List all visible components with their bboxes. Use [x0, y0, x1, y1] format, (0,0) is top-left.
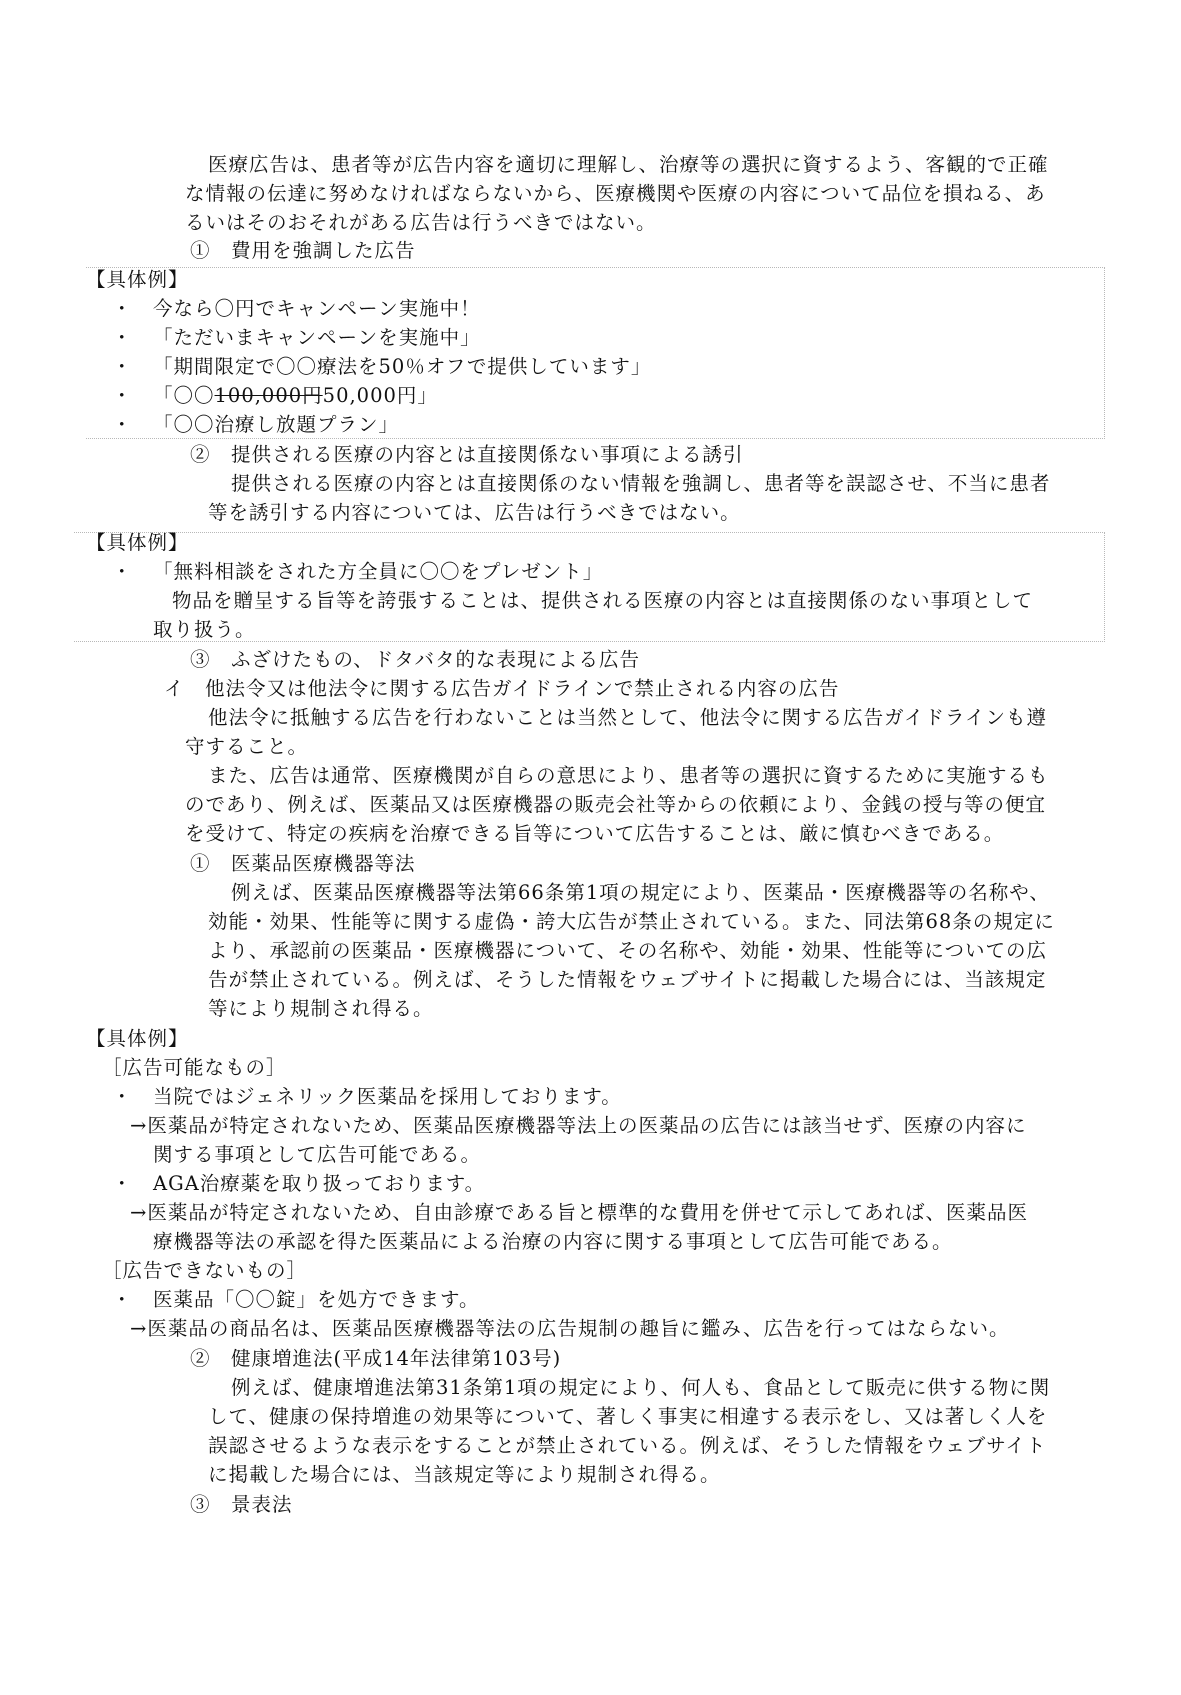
paragraph-line: を受けて、特定の疾病を治療できる旨等について広告することは、厳に慎むべきである。 [185, 822, 1005, 845]
example-item: 「〇〇治療し放題プラン」 [153, 413, 400, 436]
bullet: ・ [112, 413, 133, 436]
example-item: AGA治療薬を取り扱っております。 [153, 1172, 486, 1195]
example-note: 物品を贈呈する旨等を誇張することは、提供される医療の内容とは直接関係のない事項として [172, 589, 1034, 612]
new-price: 50,000円」 [322, 384, 438, 407]
bullet: ・ [112, 355, 133, 378]
paragraph-line: 提供される医療の内容とは直接関係のない情報を強調し、患者等を誤認させ、不当に患者 [231, 472, 1051, 495]
item-heading: ② 健康増進法(平成14年法律第103号) [190, 1347, 562, 1370]
example-note: 取り扱う。 [153, 618, 256, 641]
paragraph-line: 告が禁止されている。例えば、そうした情報をウェブサイトに掲載した場合には、当該規定 [208, 968, 1047, 991]
bullet: ・ [112, 1172, 133, 1195]
paragraph-line: より、承認前の医薬品・医療機器について、その名称や、効能・効果、性能等についての広 [208, 939, 1047, 962]
paragraph-line: 誤認させるような表示をすることが禁止されている。例えば、そうした情報をウェブサイト [208, 1434, 1047, 1457]
paragraph-line: に掲載した場合には、当該規定等により規制され得る。 [208, 1463, 721, 1486]
paragraph-line: のであり、例えば、医薬品又は医療機器の販売会社等からの依頼により、金銭の授与等の便宜 [185, 793, 1047, 816]
bullet: ・ [112, 1288, 133, 1311]
paragraph-line: 例えば、医薬品医療機器等法第66条第1項の規定により、医薬品・医療機器等の名称や、 [231, 881, 1050, 904]
example-label: 【具体例】 [86, 268, 189, 291]
allowed-label: ［広告可能なもの］ [102, 1056, 287, 1079]
example-item: 「無料相談をされた方全員に〇〇をプレゼント」 [153, 560, 604, 583]
item-heading: ② 提供される医療の内容とは直接関係ない事項による誘引 [190, 443, 744, 466]
paragraph-line: 守すること。 [185, 735, 309, 758]
paragraph-line: な情報の伝達に努めなければならないから、医療機関や医療の内容について品位を損ねる、あ [185, 182, 1046, 205]
example-note: →医薬品の商品名は、医薬品医療機器等法の広告規制の趣旨に鑑み、広告を行ってはならない。 [130, 1317, 1010, 1340]
example-note: →医薬品が特定されないため、医薬品医療機器等法上の医薬品の広告には該当せず、医療の内容に [130, 1114, 1027, 1137]
bullet: ・ [112, 1085, 133, 1108]
example-note: 関する事項として広告可能である。 [153, 1143, 482, 1166]
paragraph-line: 等を誘引する内容については、広告は行うべきではない。 [208, 501, 741, 524]
price-prefix: 「〇〇 [153, 384, 215, 407]
item-heading: ① 医薬品医療機器等法 [190, 852, 416, 875]
bullet: ・ [112, 560, 133, 583]
item-heading: ① 費用を強調した広告 [190, 239, 416, 262]
paragraph-line: 他法令に抵触する広告を行わないことは当然として、他法令に関する広告ガイドラインも遵 [208, 706, 1047, 729]
example-note: →医薬品が特定されないため、自由診療である旨と標準的な費用を併せて示してあれば、医薬品医 [130, 1201, 1029, 1224]
section-heading: イ 他法令又は他法令に関する広告ガイドラインで禁止される内容の広告 [164, 677, 840, 700]
paragraph-line: して、健康の保持増進の効果等について、著しく事実に相違する表示をし、又は著しく人を [208, 1405, 1048, 1428]
item-heading: ③ 景表法 [190, 1493, 293, 1516]
example-item: 今なら〇円でキャンペーン実施中！ [153, 297, 481, 320]
example-label: 【具体例】 [86, 531, 189, 554]
bullet: ・ [112, 297, 133, 320]
paragraph-line: 効能・効果、性能等に関する虚偽・誇大広告が禁止されている。また、同法第68条の規定に [208, 910, 1055, 933]
example-note: 療機器等法の承認を得た医薬品による治療の内容に関する事項として広告可能である。 [153, 1230, 953, 1253]
paragraph-line: また、広告は通常、医療機関が自らの意思により、患者等の選択に資するために実施するも [208, 764, 1049, 787]
item-heading: ③ ふざけたもの、ドタバタ的な表現による広告 [190, 648, 641, 671]
not-allowed-label: ［広告できないもの］ [102, 1259, 308, 1282]
paragraph-line: 例えば、健康増進法第31条第1項の規定により、何人も、食品として販売に供する物に関 [231, 1376, 1051, 1399]
paragraph-line: 医療広告は、患者等が広告内容を適切に理解し、治療等の選択に資するよう、客観的で正確 [208, 153, 1049, 176]
example-item: 医薬品「〇〇錠」を処方できます。 [153, 1288, 480, 1311]
example-label: 【具体例】 [86, 1027, 189, 1050]
bullet: ・ [112, 384, 133, 407]
example-item: 当院ではジェネリック医薬品を採用しております。 [153, 1085, 622, 1108]
example-item: 「ただいまキャンペーンを実施中」 [153, 326, 481, 349]
paragraph-line: るいはそのおそれがある広告は行うべきではない。 [185, 211, 657, 234]
bullet: ・ [112, 326, 133, 349]
paragraph-line: 等により規制され得る。 [208, 997, 434, 1020]
example-item-price [153, 382, 438, 410]
struck-price: 100,000円 [214, 384, 323, 407]
example-item: 「期間限定で〇〇療法を50％オフで提供しています」 [153, 355, 652, 378]
